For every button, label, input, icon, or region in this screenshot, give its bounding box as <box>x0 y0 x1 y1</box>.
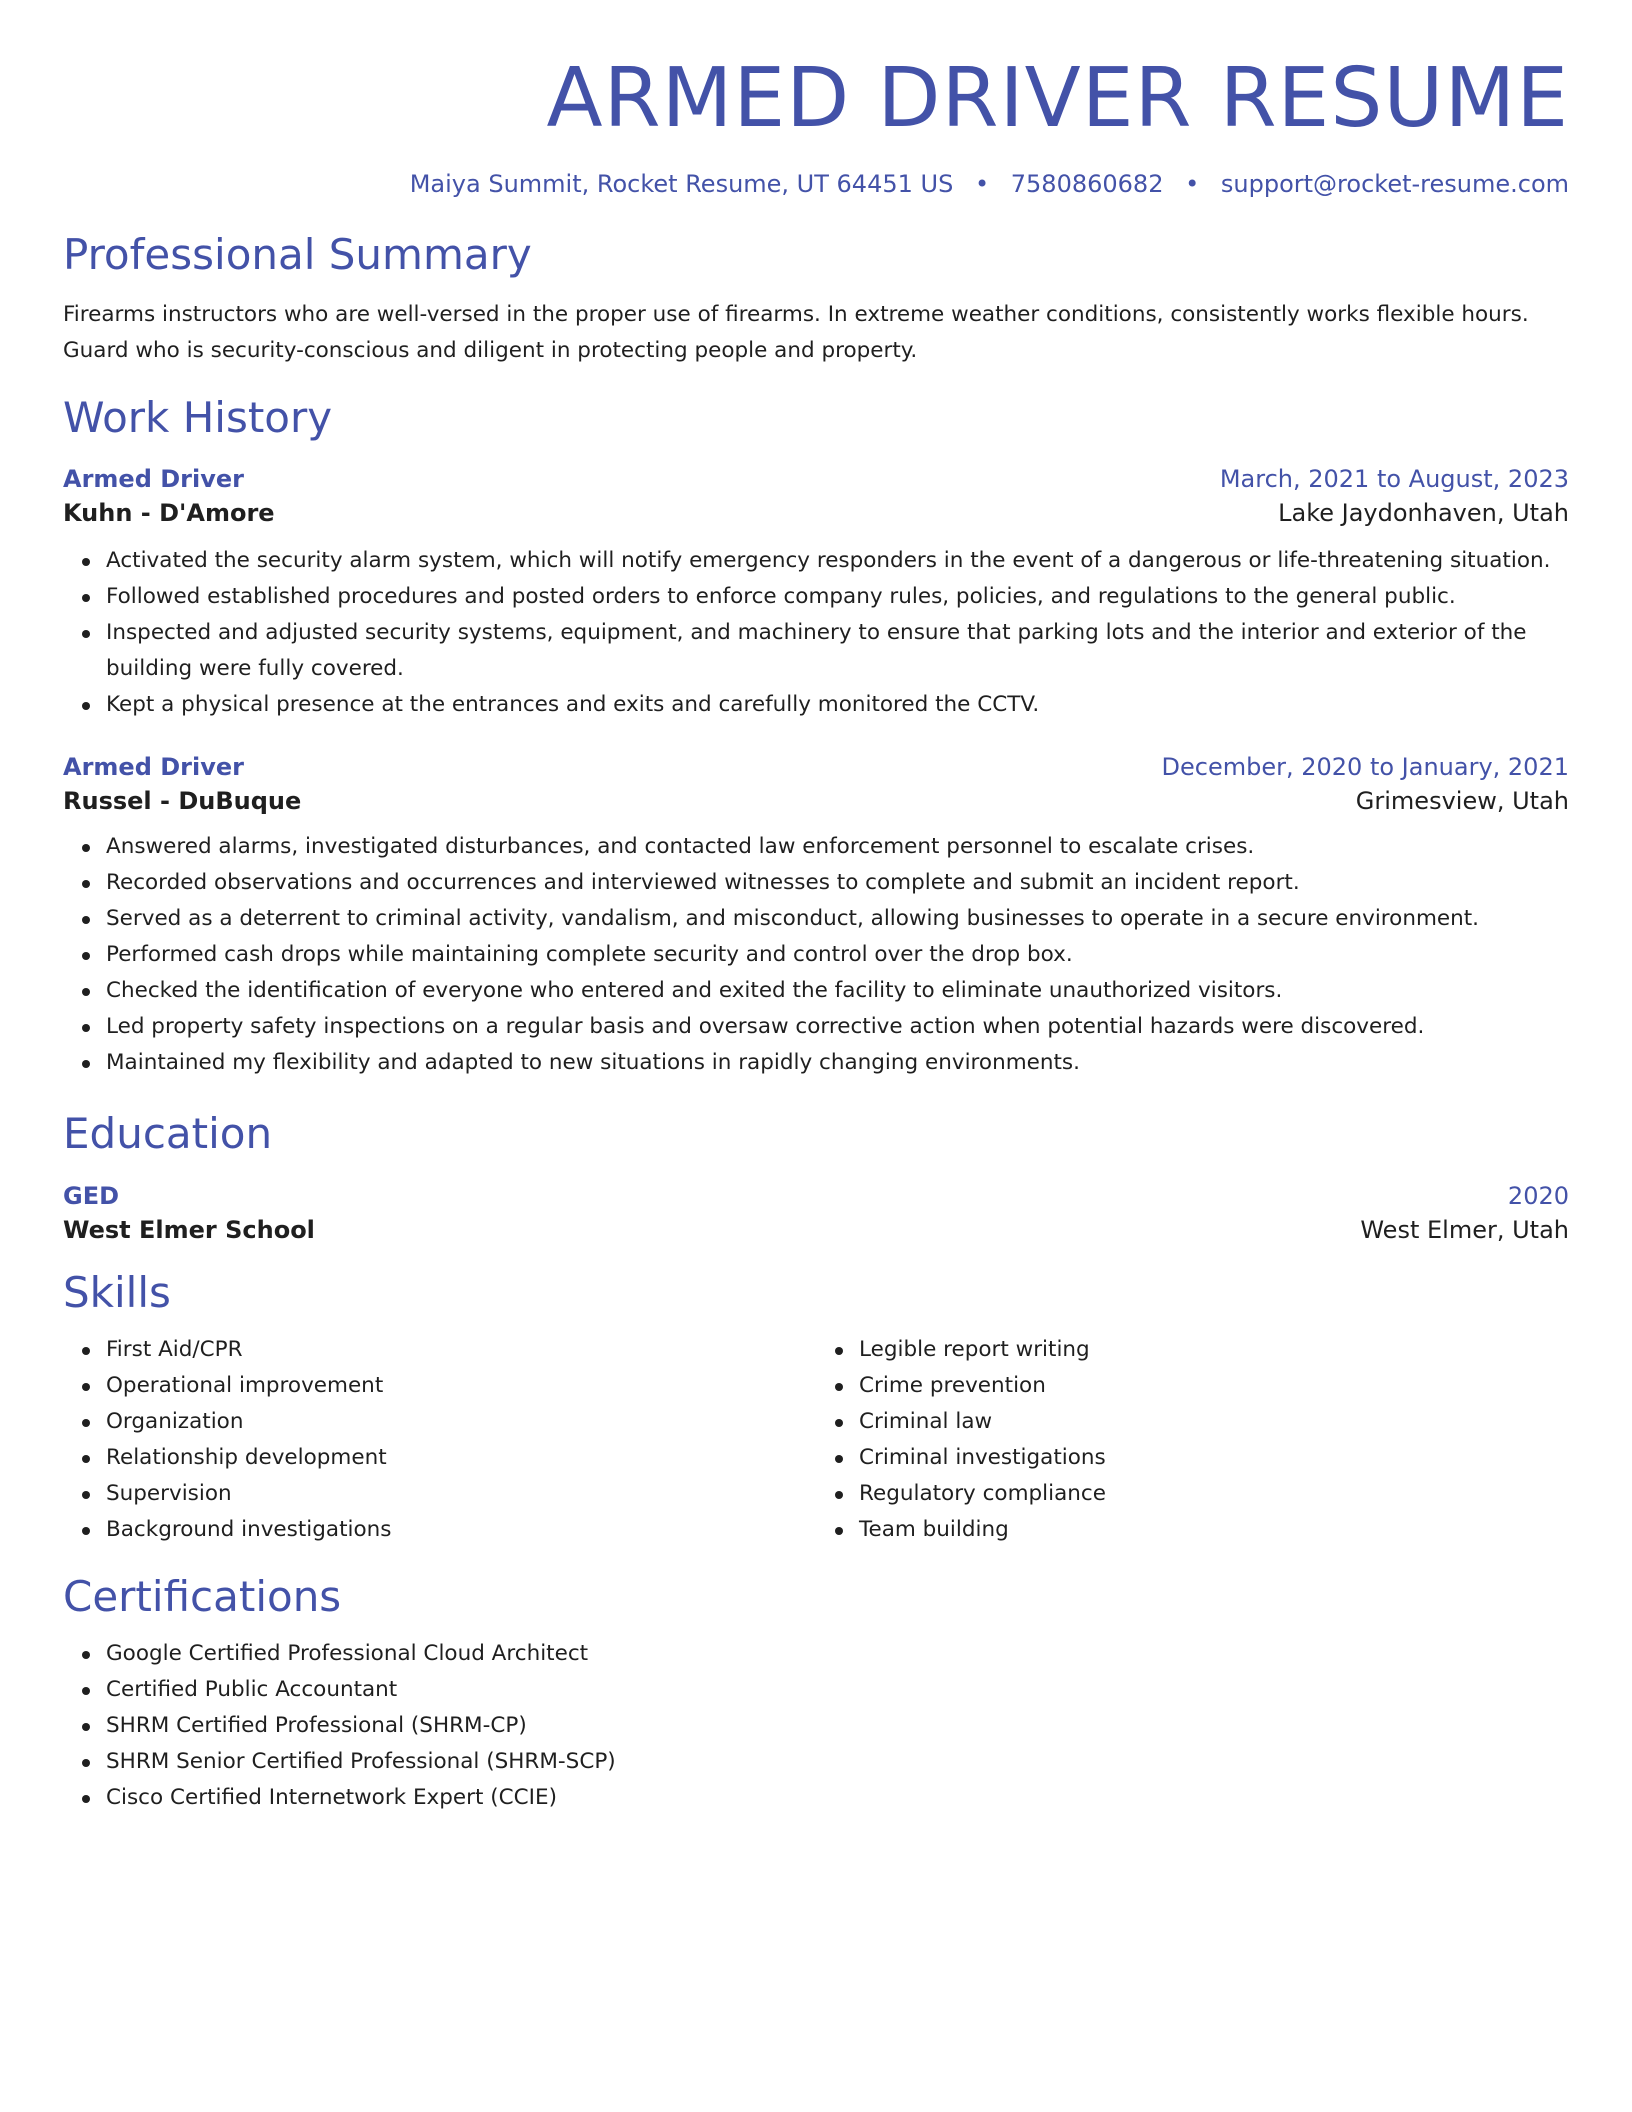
education-school: West Elmer School <box>63 1215 315 1244</box>
list-item: Supervision <box>106 1476 816 1512</box>
list-item: Team building <box>859 1512 1569 1548</box>
list-item: Served as a deterrent to criminal activity, vandalism, and misconduct, allowing businesses to operate in a secure environment. <box>106 901 1569 937</box>
list-item: Organization <box>106 1404 816 1440</box>
skills-list-left <box>63 1332 816 1548</box>
list-item: Led property safety inspections on a regular basis and oversaw corrective action when potential hazards were discovered. <box>106 1009 1569 1045</box>
list-item: Operational improvement <box>106 1368 816 1404</box>
job-dates: March, 2021 to August, 2023 <box>1219 465 1569 494</box>
skills-grid <box>63 1332 1569 1548</box>
contact-phone: 7580860682 <box>1010 170 1164 199</box>
job-header-row <box>63 465 1569 493</box>
job-location: Lake Jaydonhaven, Utah <box>1278 499 1569 528</box>
education-location: West Elmer, Utah <box>1360 1215 1569 1244</box>
list-item: Recorded observations and occurrences and interviewed witnesses to complete and submit an incident report. <box>106 865 1569 901</box>
contact-email: support@rocket-resume.com <box>1220 170 1569 199</box>
list-item: Criminal law <box>859 1404 1569 1440</box>
list-item: Cisco Certified Internetwork Expert (CCIE) <box>106 1780 1569 1816</box>
resume-title: ARMED DRIVER RESUME <box>546 51 1569 146</box>
education-school-row <box>63 1216 1569 1244</box>
work-history-heading: Work History <box>63 392 333 442</box>
list-item: Kept a physical presence at the entrances and exits and carefully monitored the CCTV. <box>106 687 1569 723</box>
list-item: Followed established procedures and posted orders to enforce company rules, policies, and regulations to the general public. <box>106 579 1569 615</box>
job-entry <box>63 465 1569 723</box>
contact-separator: • <box>1185 170 1200 199</box>
list-item: Crime prevention <box>859 1368 1569 1404</box>
list-item: Inspected and adjusted security systems, equipment, and machinery to ensure that parking lots and the interior and exterior of the building were fully covered. <box>106 615 1569 687</box>
contact-separator: • <box>974 170 990 199</box>
job-entry <box>63 753 1569 1081</box>
skills-list-right <box>816 1332 1569 1548</box>
list-item: Background investigations <box>106 1512 816 1548</box>
certifications-heading: Certifications <box>63 1571 342 1621</box>
list-item: Checked the identification of everyone who entered and exited the facility to eliminate unauthorized visitors. <box>106 973 1569 1009</box>
education-entry <box>63 1182 1569 1244</box>
job-company-row <box>63 787 1569 815</box>
job-dates: December, 2020 to January, 2021 <box>1161 753 1569 782</box>
education-heading: Education <box>63 1109 273 1159</box>
job-title: Armed Driver <box>63 465 244 494</box>
contact-line <box>63 170 1569 198</box>
job-header-row <box>63 753 1569 781</box>
list-item: SHRM Senior Certified Professional (SHRM-SCP) <box>106 1744 1569 1780</box>
list-item: Criminal investigations <box>859 1440 1569 1476</box>
job-location: Grimesview, Utah <box>1355 787 1569 816</box>
list-item: Relationship development <box>106 1440 816 1476</box>
job-company-row <box>63 499 1569 527</box>
contact-address: Maiya Summit, Rocket Resume, UT 64451 US <box>409 170 954 199</box>
list-item: Certified Public Accountant <box>106 1672 1569 1708</box>
education-year: 2020 <box>1507 1181 1569 1210</box>
job-company: Russel - DuBuque <box>63 787 302 816</box>
job-title: Armed Driver <box>63 753 244 782</box>
list-item: Legible report writing <box>859 1332 1569 1368</box>
education-degree: GED <box>63 1181 120 1210</box>
list-item: Answered alarms, investigated disturbances, and contacted law enforcement personnel to escalate crises. <box>106 829 1569 865</box>
education-header-row <box>63 1182 1569 1210</box>
job-bullet-list <box>63 829 1569 1081</box>
list-item: Activated the security alarm system, which will notify emergency responders in the event of a dangerous or life-threatening situation. <box>106 543 1569 579</box>
list-item: Performed cash drops while maintaining complete security and control over the drop box. <box>106 937 1569 973</box>
list-item: First Aid/CPR <box>106 1332 816 1368</box>
list-item: Maintained my flexibility and adapted to new situations in rapidly changing environments. <box>106 1045 1569 1081</box>
certifications-list <box>63 1636 1569 1816</box>
list-item: SHRM Certified Professional (SHRM-CP) <box>106 1708 1569 1744</box>
summary-text: Firearms instructors who are well-versed in the proper use of firearms. In extreme weather conditions, consistently works flexible hours. Guard who is security-conscious and diligent in protecting people and property. <box>63 301 1529 363</box>
list-item: Google Certified Professional Cloud Architect <box>106 1636 1569 1672</box>
job-bullet-list <box>63 543 1569 723</box>
skills-heading: Skills <box>63 1267 171 1317</box>
summary-heading: Professional Summary <box>63 230 532 280</box>
list-item: Regulatory compliance <box>859 1476 1569 1512</box>
job-company: Kuhn - D'Amore <box>63 499 275 528</box>
